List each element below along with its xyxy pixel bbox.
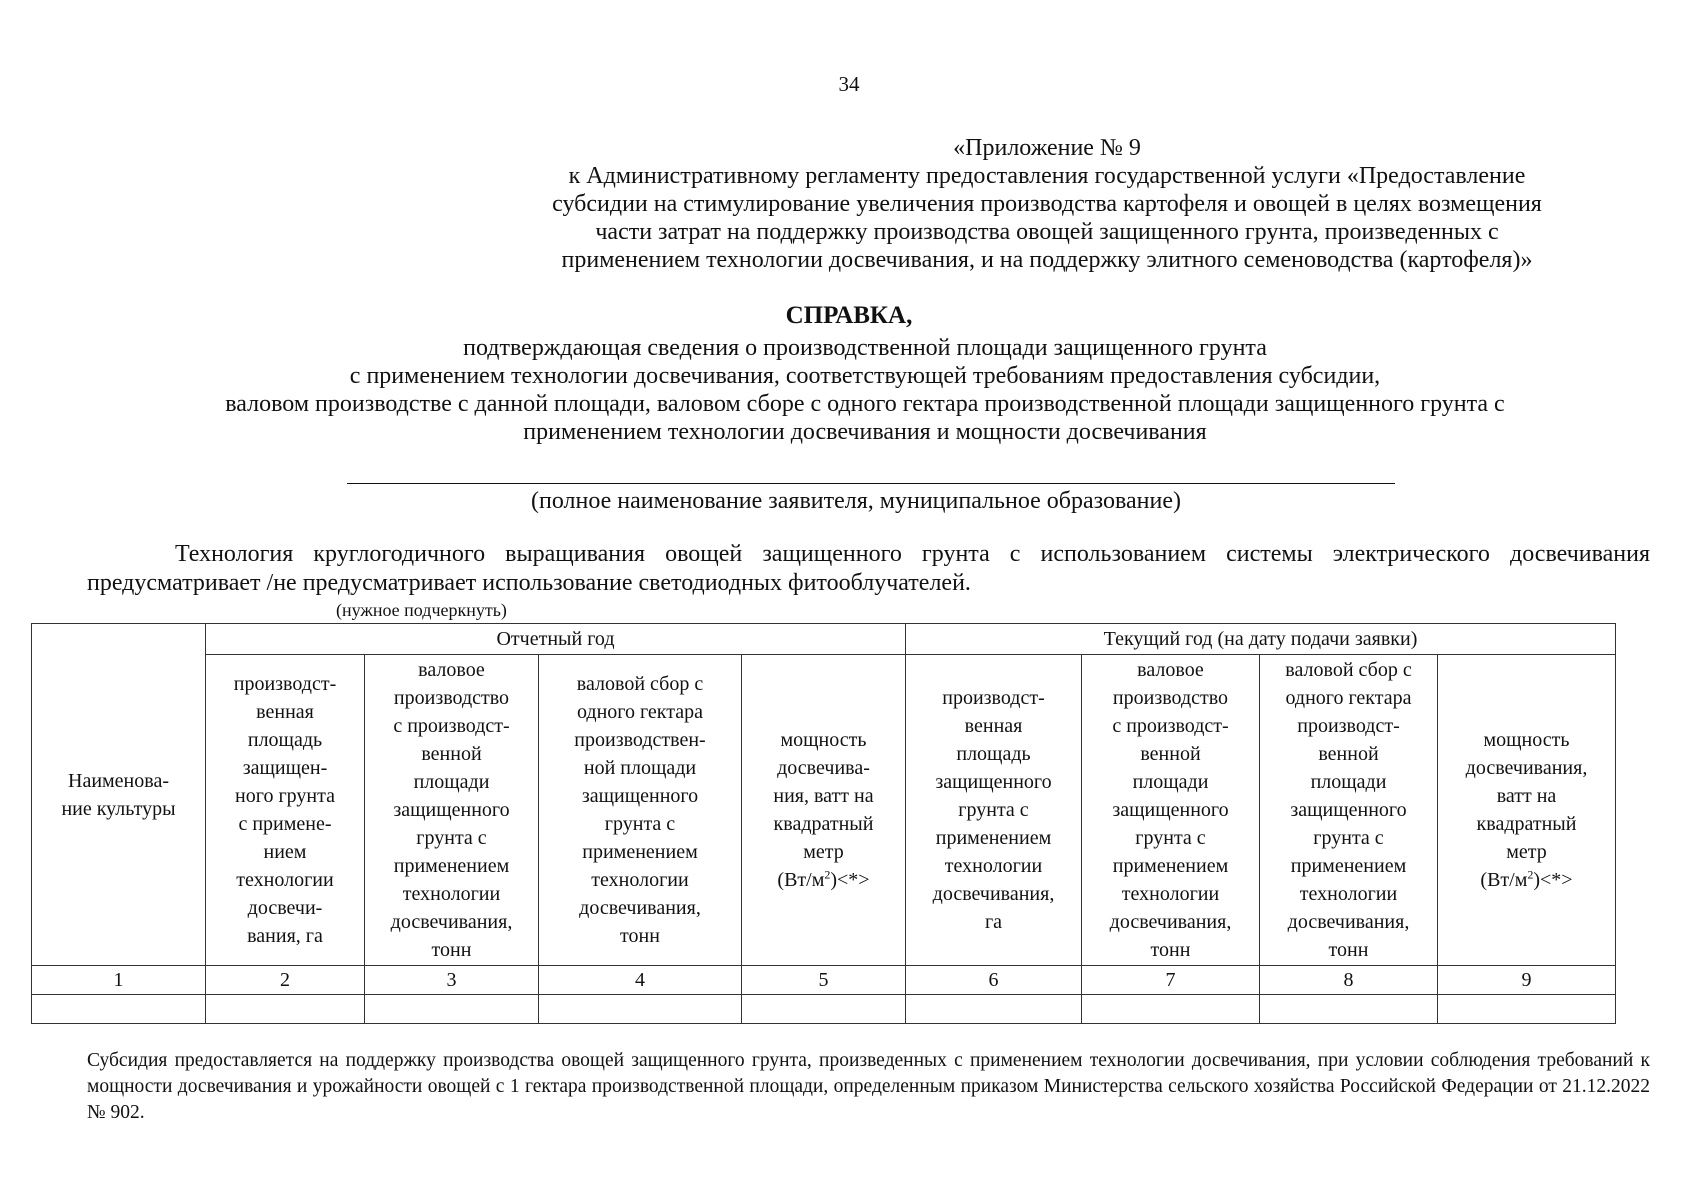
appendix-line: субсидии на стимулирование увеличения производства картофеля и овощей в целях возмещения — [552, 191, 1542, 217]
column-number: 8 — [1260, 966, 1438, 995]
power-tail: )<*> — [1533, 869, 1573, 891]
appendix-line: части затрат на поддержку производства овощей защищенного грунта, произведенных с — [595, 219, 1499, 245]
column-number: 9 — [1438, 966, 1616, 995]
column-number: 3 — [365, 966, 539, 995]
power-superscript: 2 — [824, 867, 831, 882]
column-number-row — [32, 966, 1616, 995]
header-reporting-area: производст- венная площадь защищен- ного грунта с примене- нием технологии досвечи- вания, га — [206, 655, 365, 966]
subtitle-line: валовом производстве с данной площади, валовом сборе с одного гектара производственной площади защищенного грунта с — [225, 391, 1505, 417]
table-cell — [1260, 995, 1438, 1024]
header-group-current-year: Текущий год (на дату подачи заявки) — [906, 624, 1616, 655]
table-row — [32, 995, 1616, 1024]
technology-paragraph: Технология круглогодичного выращивания овощей защищенного грунта с использованием системы электрического досвечивания предусматривает /не предусматривает использование светодиодных фитооблучателей. — [87, 541, 1650, 596]
header-reporting-production: валовое производство с производст- венной площади защищенного грунта с применением технологии досвечивания, тонн — [365, 655, 539, 966]
table-cell — [206, 995, 365, 1024]
column-number: 6 — [906, 966, 1082, 995]
column-number: 1 — [32, 966, 206, 995]
page-number: 34 — [838, 72, 860, 96]
header-crop-name: Наименова- ние культуры — [32, 624, 206, 966]
column-number: 4 — [539, 966, 742, 995]
power-superscript: 2 — [1527, 867, 1534, 882]
column-number: 2 — [206, 966, 365, 995]
appendix-reference — [438, 134, 1656, 274]
subtitle-line: подтверждающая сведения о производственной площади защищенного грунта — [463, 335, 1267, 361]
table-cell — [32, 995, 206, 1024]
document-title: СПРАВКА, — [785, 302, 913, 329]
header-group-reporting-year: Отчетный год — [206, 624, 906, 655]
column-number: 5 — [742, 966, 906, 995]
table-cell — [365, 995, 539, 1024]
power-label: мощность досвечива- ния, ватт на квадратный метр (Вт/м — [773, 729, 874, 891]
appendix-title: «Приложение № 9 — [953, 135, 1141, 161]
underline-note: (нужное подчеркнуть) — [336, 600, 507, 620]
data-table — [31, 623, 1616, 1024]
document-subtitle — [80, 334, 1650, 446]
table-cell — [1438, 995, 1616, 1024]
header-current-production: валовое производство с производст- венной площади защищенного грунта с применением технологии досвечивания, тонн — [1082, 655, 1260, 966]
applicant-name-line — [347, 483, 1395, 484]
table-cell — [1082, 995, 1260, 1024]
header-current-yield: валовой сбор с одного гектара производст- венной площади защищенного грунта с применением технологии досвечивания, тонн — [1260, 655, 1438, 966]
power-tail: )<*> — [830, 869, 870, 891]
table-cell — [906, 995, 1082, 1024]
header-current-power — [1438, 655, 1616, 966]
header-reporting-yield: валовой сбор с одного гектара производствен- ной площади защищенного грунта с применением технологии досвечивания, тонн — [539, 655, 742, 966]
header-reporting-power — [742, 655, 906, 966]
column-number: 7 — [1082, 966, 1260, 995]
table-cell — [539, 995, 742, 1024]
applicant-caption: (полное наименование заявителя, муниципальное образование) — [530, 488, 1181, 514]
subtitle-line: применением технологии досвечивания и мощности досвечивания — [523, 419, 1207, 445]
table-cell — [742, 995, 906, 1024]
subtitle-line: с применением технологии досвечивания, соответствующей требованиям предоставления субсидии, — [349, 363, 1381, 389]
header-current-area: производст- венная площадь защищенного грунта с применением технологии досвечивания, га — [906, 655, 1082, 966]
appendix-line: к Административному регламенту предоставления государственной услуги «Предоставление — [568, 163, 1526, 189]
footnote: Субсидия предоставляется на поддержку производства овощей защищенного грунта, произведенных с применением технологии досвечивания, при условии соблюдения требований к мощности досвечивания и урожайности овощей с 1 гектара производственной площади, определенным приказом Министерства сельского хозяйства Российской Федерации от 21.12.2022 № 902. — [87, 1050, 1650, 1123]
power-label: мощность досвечивания, ватт на квадратный метр (Вт/м — [1465, 729, 1588, 891]
appendix-line: применением технологии досвечивания, и на поддержку элитного семеноводства (картофеля)» — [561, 247, 1533, 273]
